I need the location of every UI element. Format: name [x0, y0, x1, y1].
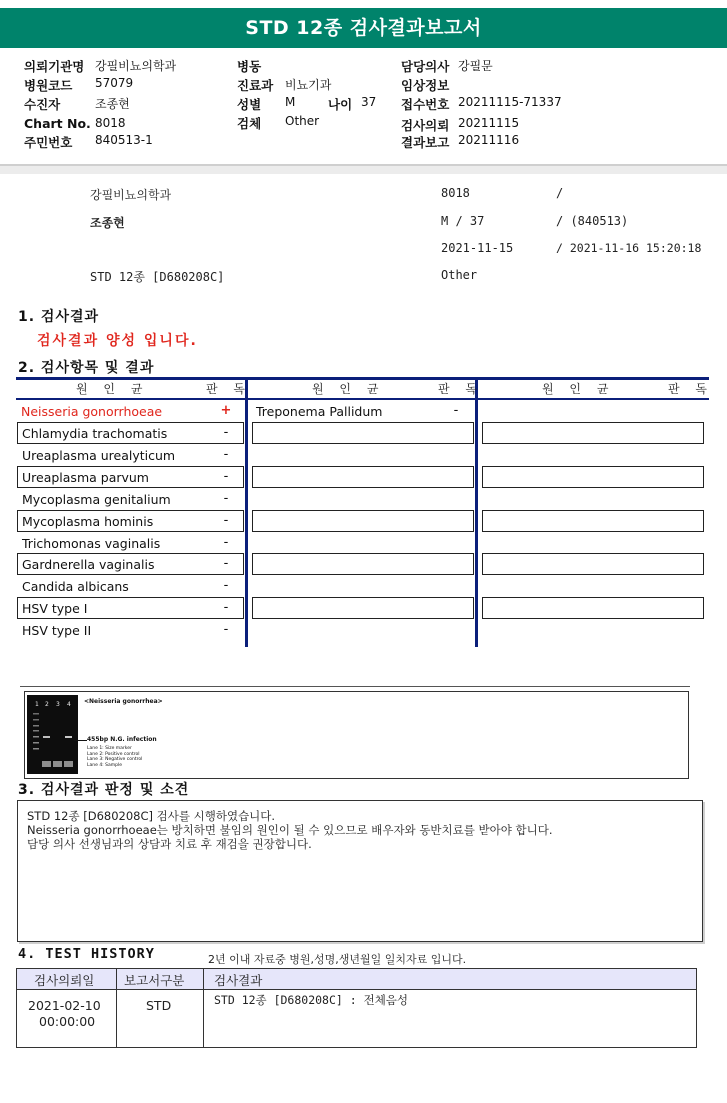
test-history-table — [16, 968, 697, 1048]
organism-name: Mycoplasma hominis — [22, 514, 154, 529]
history-header-date: 검사의뢰일 — [34, 973, 95, 988]
label-ward: 병동 — [237, 59, 262, 74]
row-box — [252, 466, 474, 488]
label-report-date: 결과보고 — [401, 135, 450, 150]
lane-label: 1 — [35, 701, 39, 708]
organism-result: - — [223, 513, 229, 528]
label-department: 진료과 — [237, 78, 274, 93]
organism-name: Treponema Pallidum — [256, 404, 383, 419]
organism-name: Chlamydia trachomatis — [22, 426, 168, 441]
comment-line: Neisseria gonorrhoeae는 방치하면 불임의 원인이 될 수 있으므로 배우자와 동반치료를 받아야 합니다. — [27, 823, 553, 837]
summary-test: STD 12종 [D680208C] — [90, 270, 225, 284]
summary-received: 2021-11-15 — [441, 241, 514, 255]
value-specimen: Other — [285, 114, 320, 128]
gel-electrophoresis-image — [27, 695, 78, 774]
comment-line: STD 12종 [D680208C] 검사를 시행하였습니다. — [27, 809, 276, 823]
label-specimen: 검체 — [237, 116, 262, 131]
section-divider — [20, 686, 690, 687]
organism-result: - — [223, 556, 229, 571]
history-col-divider — [116, 969, 117, 1047]
history-row-date: 2021-02-10 — [28, 998, 101, 1013]
organism-result: - — [223, 469, 229, 484]
history-col-divider — [203, 969, 204, 1047]
gel-legend-item: Lane 4: Sample — [87, 762, 122, 768]
gel-title: <Neisseria gonorrhea> — [84, 698, 163, 705]
organism-result: - — [223, 600, 229, 615]
history-row-time: 00:00:00 — [39, 1014, 96, 1029]
comment-line: 담당 의사 선생님과의 상담과 치료 후 재검을 권장합니다. — [27, 837, 312, 851]
lane-label: 3 — [56, 701, 60, 708]
organism-name: HSV type II — [22, 623, 92, 638]
organism-result: - — [223, 491, 229, 506]
lane-label: 2 — [45, 701, 49, 708]
organism-result: - — [223, 578, 229, 593]
organism-name: Gardnerella vaginalis — [22, 557, 155, 572]
value-report-date: 20211116 — [458, 133, 520, 147]
organism-name: Trichomonas vaginalis — [22, 536, 161, 551]
organism-result: + — [220, 403, 232, 418]
history-note: 2년 이내 자료중 병원,성명,생년월일 일치자료 입니다. — [208, 953, 467, 966]
label-requesting-clinic: 의뢰기관명 — [24, 59, 85, 74]
row-box — [482, 422, 704, 444]
row-box — [252, 553, 474, 575]
summary-birth: / (840513) — [556, 214, 629, 228]
gel-legend-item: Lane 3: Negative control — [87, 757, 143, 762]
gel-band-label: 455bp N.G. infection — [87, 736, 157, 743]
value-hospital-code: 57079 — [95, 76, 134, 90]
patient-info-header — [0, 50, 727, 166]
organism-result: - — [223, 425, 229, 440]
gel-legend-item: Lane 1: Size marker — [87, 746, 132, 751]
value-chart-no: 8018 — [95, 116, 126, 130]
value-requesting-clinic: 강필비뇨의학과 — [95, 59, 177, 73]
label-resident-number: 주민번호 — [24, 135, 73, 150]
value-age: 37 — [361, 95, 377, 109]
label-patient: 수진자 — [24, 97, 61, 112]
findings-comment-box — [17, 800, 703, 942]
summary-reported: / 2021-11-16 15:20:18 — [556, 241, 702, 255]
band-pointer — [74, 740, 87, 741]
label-age: 나이 — [328, 97, 353, 112]
label-clinical-info: 임상정보 — [401, 78, 450, 93]
value-resident-number: 840513-1 — [95, 133, 153, 147]
value-request-date: 20211115 — [458, 116, 520, 130]
summary-name: 조종현 — [90, 216, 125, 230]
organism-name: Neisseria gonorrhoeae — [21, 404, 163, 419]
history-row-type: STD — [146, 998, 172, 1013]
organism-result: - — [223, 535, 229, 550]
report-title: STD 12종 검사결과보고서 — [0, 8, 727, 48]
history-header-row — [17, 969, 696, 990]
summary-chart: 8018 — [441, 186, 470, 200]
label-chart-no: Chart No. — [24, 116, 91, 131]
row-box — [482, 510, 704, 532]
row-box — [482, 553, 704, 575]
positive-result-text: 검사결과 양성 입니다. — [37, 333, 198, 349]
organism-name: Mycoplasma genitalium — [22, 492, 171, 507]
section-1-title: 1. 검사결과 — [18, 309, 100, 325]
organism-name: Ureaplasma parvum — [22, 470, 149, 485]
row-box — [252, 422, 474, 444]
col1-header-organism: 원 인 균 — [76, 382, 149, 396]
summary-hospital: 강필비뇨의학과 — [90, 188, 172, 202]
history-header-type: 보고서구분 — [124, 973, 185, 988]
summary-sex-age: M / 37 — [441, 214, 485, 228]
organism-result: - — [453, 403, 459, 418]
section-3-title: 3. 검사결과 판정 및 소견 — [18, 782, 190, 798]
history-row-result: STD 12종 [D680208C] : 전체음성 — [214, 993, 409, 1007]
results-table-divider-2 — [475, 377, 478, 647]
lane-label: 4 — [67, 701, 71, 708]
organism-result: - — [223, 447, 229, 462]
results-table-divider-1 — [245, 377, 248, 647]
organism-name: Ureaplasma urealyticum — [22, 448, 176, 463]
col3-header-organism: 원 인 균 — [542, 382, 615, 396]
header-divider — [0, 166, 727, 174]
label-sex: 성별 — [237, 97, 262, 112]
results-table-header-border — [16, 398, 709, 400]
section-4-title: 4. TEST HISTORY — [18, 946, 155, 962]
history-header-result: 검사결과 — [214, 973, 263, 988]
gel-legend — [87, 746, 142, 768]
col2-header-judge: 판 독 — [438, 382, 483, 396]
label-request-date: 검사의뢰 — [401, 118, 450, 133]
col2-header-organism: 원 인 균 — [312, 382, 385, 396]
row-box — [252, 510, 474, 532]
summary-specimen: Other — [441, 268, 478, 282]
organism-result: - — [223, 622, 229, 637]
section-2-title: 2. 검사항목 및 결과 — [18, 360, 155, 376]
label-hospital-code: 병원코드 — [24, 78, 73, 93]
organism-name: Candida albicans — [22, 579, 129, 594]
label-receipt-number: 접수번호 — [401, 97, 450, 112]
gel-legend-item: Lane 2: Positive control — [87, 751, 140, 757]
value-department: 비뇨기과 — [285, 78, 332, 92]
row-box — [482, 597, 704, 619]
summary-slash: / — [556, 186, 564, 200]
row-box — [252, 597, 474, 619]
value-patient: 조종현 — [95, 97, 130, 111]
row-box — [482, 466, 704, 488]
organism-name: HSV type I — [22, 601, 88, 616]
col1-header-judge: 판 독 — [206, 382, 251, 396]
label-physician: 담당의사 — [401, 59, 450, 74]
col3-header-judge: 판 독 — [668, 382, 713, 396]
value-receipt-number: 20211115-71337 — [458, 95, 562, 109]
value-sex: M — [285, 95, 296, 109]
value-physician: 강필문 — [458, 59, 493, 73]
